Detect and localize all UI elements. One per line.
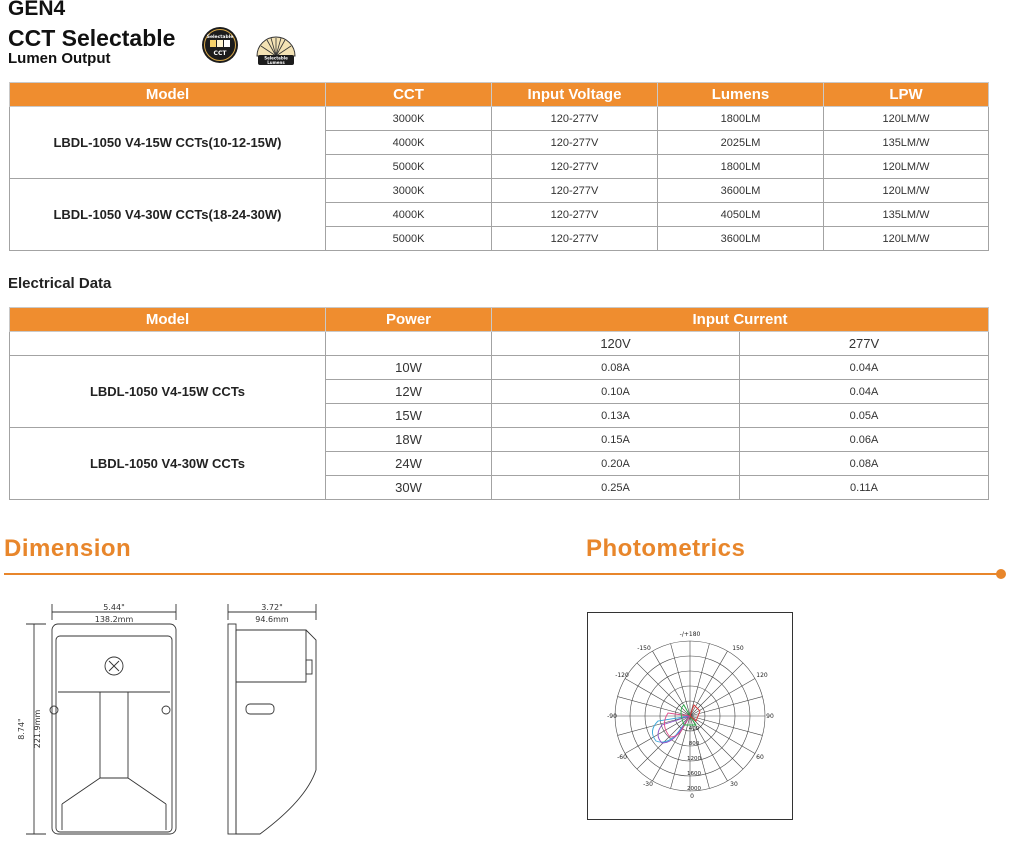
model-cell: LBDL-1050 V4-30W CCTs <box>10 428 326 500</box>
subheader-277v: 277V <box>740 332 989 356</box>
lumens-cell: 3600LM <box>658 179 824 203</box>
selectable-lumens-badge <box>253 26 299 68</box>
current-277v-cell: 0.06A <box>740 428 989 452</box>
polar-spoke <box>671 716 690 788</box>
badge-lumens-top-text: Selectable <box>264 55 288 61</box>
current-277v-cell: 0.11A <box>740 476 989 500</box>
side-depth-mm: 94.6mm <box>255 615 289 624</box>
lpw-cell: 120LM/W <box>824 179 989 203</box>
lumens-cell: 1800LM <box>658 155 824 179</box>
lumens-cell: 1800LM <box>658 107 824 131</box>
product-generation: GEN4 <box>8 0 66 20</box>
polar-spoke <box>671 644 690 716</box>
table-subheader-row <box>10 332 989 356</box>
lumens-cell: 2025LM <box>658 131 824 155</box>
power-cell: 10W <box>326 356 492 380</box>
electrical-data-title: Electrical Data <box>8 275 112 292</box>
table-row <box>10 179 989 203</box>
col-header-lumens: Lumens <box>658 83 824 107</box>
current-120v-cell: 0.20A <box>492 452 740 476</box>
angle-label: 90 <box>766 713 774 720</box>
voltage-cell: 120-277V <box>492 203 658 227</box>
polar-spoke <box>690 663 743 716</box>
cct-lumens-table <box>9 82 989 251</box>
voltage-cell: 120-277V <box>492 107 658 131</box>
angle-label: -90 <box>607 713 617 720</box>
power-cell: 18W <box>326 428 492 452</box>
photometrics-chart-frame <box>587 612 793 820</box>
table-row <box>10 356 989 380</box>
radial-label: 1600 <box>687 771 701 777</box>
height-mm: 221.9mm <box>33 709 42 749</box>
table-row <box>10 428 989 452</box>
product-title: CCT Selectable <box>8 25 176 51</box>
voltage-cell: 120-277V <box>492 227 658 251</box>
dimension-drawing <box>16 600 326 840</box>
angle-label: -60 <box>617 754 627 761</box>
power-cell: 24W <box>326 452 492 476</box>
angle-label: -120 <box>615 672 629 679</box>
model-cell: LBDL-1050 V4-30W CCTs(18-24-30W) <box>10 179 326 251</box>
angle-label: -30 <box>643 781 653 788</box>
electrical-data-table <box>9 307 989 500</box>
current-120v-cell: 0.25A <box>492 476 740 500</box>
height-in: 8.74" <box>17 718 26 740</box>
product-subtitle: Lumen Output <box>8 50 111 67</box>
current-120v-cell: 0.15A <box>492 428 740 452</box>
lpw-cell: 120LM/W <box>824 155 989 179</box>
front-width-in: 5.44" <box>103 603 125 612</box>
angle-label: 30 <box>730 781 738 788</box>
voltage-cell: 120-277V <box>492 155 658 179</box>
col-header-lpw: LPW <box>824 83 989 107</box>
table-row <box>10 107 989 131</box>
empty-cell <box>326 332 492 356</box>
cct-cell: 4000K <box>326 203 492 227</box>
badge-cct-bottom-text: CCT <box>213 50 227 57</box>
cct-cell: 3000K <box>326 179 492 203</box>
polar-spoke <box>618 697 690 716</box>
polar-spoke <box>690 697 762 716</box>
radial-label: 800 <box>688 741 700 747</box>
cct-cell: 5000K <box>326 227 492 251</box>
angle-label: 0 <box>690 793 694 800</box>
radial-label: 400 <box>688 726 700 732</box>
col-header-input-voltage: Input Voltage <box>492 83 658 107</box>
table-header-row <box>10 83 989 107</box>
voltage-cell: 120-277V <box>492 131 658 155</box>
badge-lumens-bottom-text: Lumens <box>267 60 285 65</box>
current-277v-cell: 0.08A <box>740 452 989 476</box>
radial-label: 2000 <box>687 786 701 792</box>
polar-spoke <box>625 679 690 717</box>
model-cell: LBDL-1050 V4-15W CCTs <box>10 356 326 428</box>
power-cell: 30W <box>326 476 492 500</box>
current-120v-cell: 0.08A <box>492 356 740 380</box>
lpw-cell: 120LM/W <box>824 227 989 251</box>
current-277v-cell: 0.04A <box>740 380 989 404</box>
angle-label: 150 <box>732 645 744 652</box>
selectable-cct-badge <box>201 26 239 64</box>
current-120v-cell: 0.13A <box>492 404 740 428</box>
cct-cell: 3000K <box>326 107 492 131</box>
front-width-mm: 138.2mm <box>94 615 134 624</box>
lpw-cell: 135LM/W <box>824 203 989 227</box>
power-cell: 15W <box>326 404 492 428</box>
current-277v-cell: 0.04A <box>740 356 989 380</box>
subheader-120v: 120V <box>492 332 740 356</box>
lumens-cell: 3600LM <box>658 227 824 251</box>
col-header-model: Model <box>10 308 326 332</box>
angle-label: 120 <box>756 672 768 679</box>
lumens-cell: 4050LM <box>658 203 824 227</box>
angle-label: -/+180 <box>679 631 701 638</box>
empty-cell <box>10 332 326 356</box>
col-header-model: Model <box>10 83 326 107</box>
lpw-cell: 120LM/W <box>824 107 989 131</box>
col-header-power: Power <box>326 308 492 332</box>
current-120v-cell: 0.10A <box>492 380 740 404</box>
lpw-cell: 135LM/W <box>824 131 989 155</box>
dimension-title: Dimension <box>4 535 132 562</box>
cct-cell: 5000K <box>326 155 492 179</box>
divider-end-dot <box>996 569 1006 579</box>
voltage-cell: 120-277V <box>492 179 658 203</box>
polar-spoke <box>690 716 762 735</box>
polar-spoke <box>653 716 691 781</box>
current-277v-cell: 0.05A <box>740 404 989 428</box>
polar-spoke <box>690 716 755 754</box>
cct-cell: 4000K <box>326 131 492 155</box>
polar-diagram <box>588 613 792 819</box>
power-cell: 12W <box>326 380 492 404</box>
angle-label: -150 <box>637 645 651 652</box>
photometrics-title: Photometrics <box>586 535 746 562</box>
table-header-row <box>10 308 989 332</box>
polar-spoke <box>690 644 709 716</box>
radial-label: 1200 <box>687 756 701 762</box>
angle-label: 60 <box>756 754 764 761</box>
col-header-input-current: Input Current <box>492 308 989 332</box>
col-header-cct: CCT <box>326 83 492 107</box>
side-depth-in: 3.72" <box>261 603 283 612</box>
section-divider <box>4 573 1001 575</box>
model-cell: LBDL-1050 V4-15W CCTs(10-12-15W) <box>10 107 326 179</box>
badge-cct-top-text: Selectable <box>206 35 234 40</box>
